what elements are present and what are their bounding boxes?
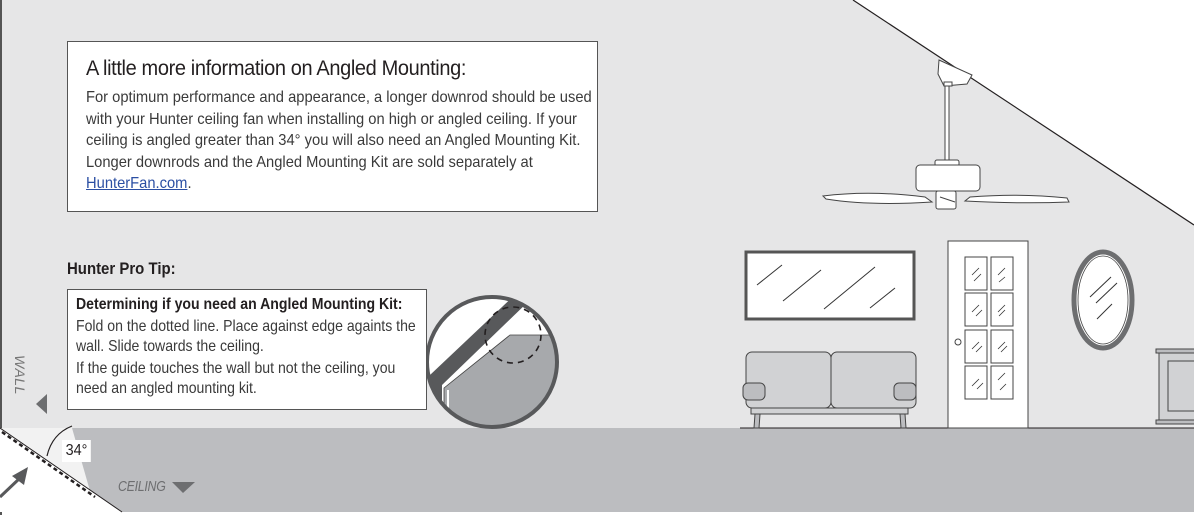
info-title: A little more information on Angled Mounting: — [86, 56, 467, 80]
pro-tip-heading: Hunter Pro Tip: — [67, 259, 176, 278]
info-body-text: For optimum performance and appearance, a longer downrod should be used with your Hunter ceiling fan when installing on high or angled ceiling. If your ceiling is angled greater than 34° you will also need an Angled Mounting Kit. Longer downrods and the Angled Mounting Kit are sold separately at — [86, 89, 592, 171]
oval-mirror-icon — [1074, 252, 1132, 348]
hunterfan-link[interactable]: HunterFan.com — [86, 175, 188, 192]
wall-window-icon — [746, 252, 914, 319]
door-icon — [948, 241, 1028, 428]
pro-tip-paragraph-1: Fold on the dotted line. Place against edge againts the wall. Slide towards the ceiling. — [76, 318, 416, 355]
ceiling-label: CEILING — [118, 479, 166, 495]
wall-label: WALL — [12, 355, 28, 395]
pro-tip-title: Determining if you need an Angled Mounting Kit: — [76, 296, 403, 313]
cabinet-icon — [1156, 349, 1194, 424]
pro-tip-paragraph-2: If the guide touches the wall but not the ceiling, you need an angled mounting kit. — [76, 360, 396, 397]
pro-tip-box — [67, 289, 427, 410]
floor-band — [0, 428, 1194, 512]
angled-mounting-info-box — [67, 41, 598, 212]
info-body — [86, 87, 601, 195]
info-body-end: . — [187, 175, 192, 192]
angle-label: 34° — [62, 440, 91, 462]
